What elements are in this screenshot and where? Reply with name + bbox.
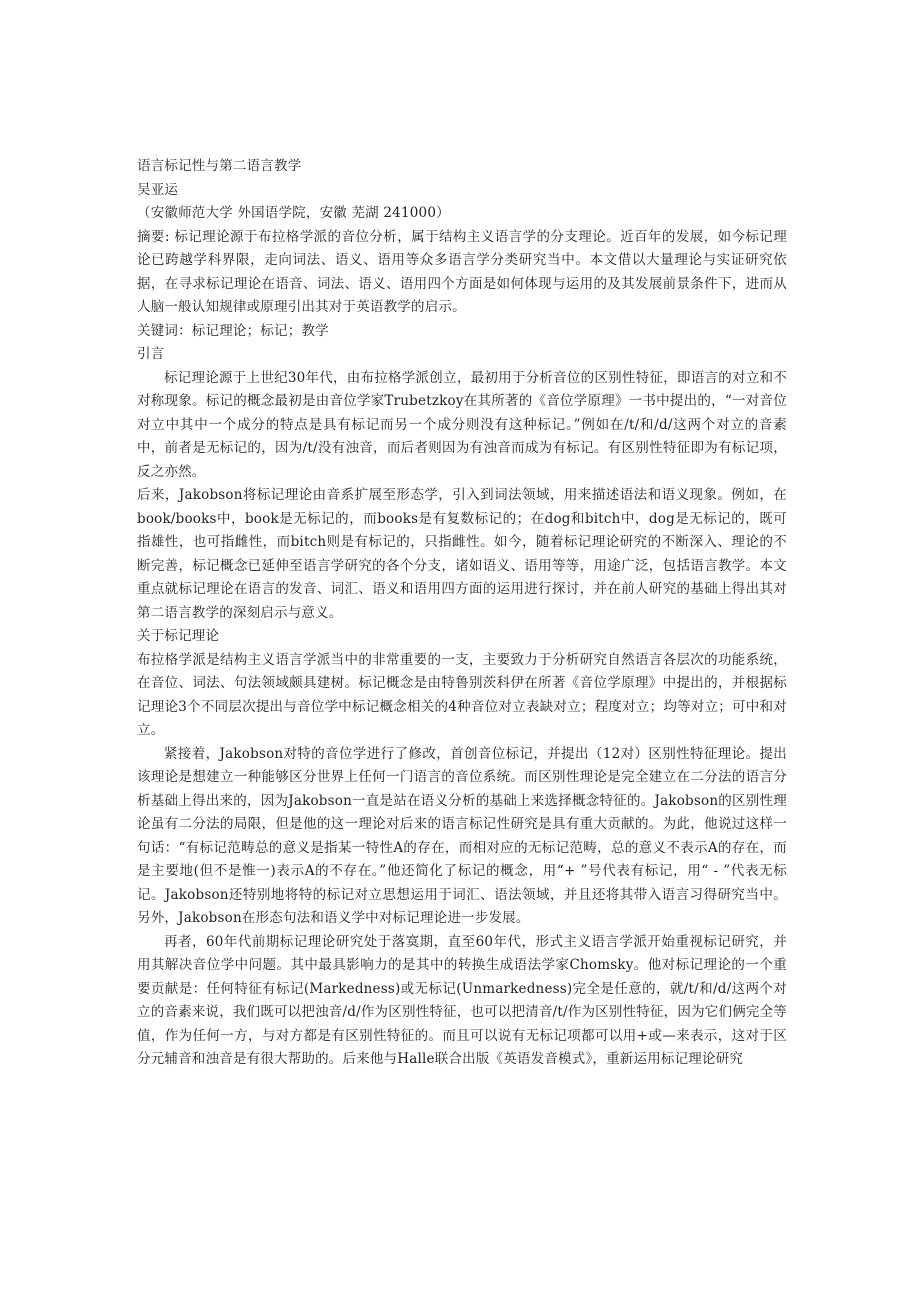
paragraph-intro-2: 后来，Jakobson将标记理论由音系扩展至形态学，引入到词法领域，用来描述语法和语义现象。例如，在book/books中，book是无标记的，而books是有复数标记的；在dog和bitch中，dog是无标记的，既可指雄性，也可指雌性，而bitch则是有标记的，只指雌性。如今，随着标记理论研究的不断深入、理论的不断完善，标记概念已延伸至语言学研究的各个分支，诸如语义、语用等等，用途广泛，包括语言教学。本文重点就标记理论在语言的发音、词汇、语义和语用四方面的运用进行探讨，并在前人研究的基础上得出其对第二语言教学的深刻启示与意义。 xyxy=(137,487,787,621)
paragraph-about-1: 布拉格学派是结构主义语言学派当中的非常重要的一支，主要致力于分析研究自然语言各层次的功能系统，在音位、词法、句法领域颇具建树。标记概念是由特鲁别茨科伊在所著《音位学原理》中提出的，并根据标记理论3个不同层次提出与音位学中标记概念相关的4种音位对立表缺对立；程度对立；均等对立；可中和对立。 xyxy=(137,651,787,738)
author-affiliation: （安徽师范大学 外国语学院，安徽 芜湖 241000） xyxy=(137,205,450,221)
document-title: 语言标记性与第二语言教学 xyxy=(137,158,302,174)
abstract: 摘要: 标记理论源于布拉格学派的音位分析，属于结构主义语言学的分支理论。近百年的发展，如今标记理论已跨越学科界限，走向词法、语义、语用等众多语言学分类研究当中。本文借以大量理论与实证研究依据，在寻求标记理论在语音、词法、语义、语用四个方面是如何体现与运用的及其发展前景条件下，进而从人脑一般认知规律或原理引出其对于英语教学的启示。 xyxy=(137,228,787,315)
section-heading-about: 关于标记理论 xyxy=(137,628,220,644)
paragraph-intro-1: 标记理论源于上世纪30年代，由布拉格学派创立，最初用于分析音位的区别性特征，即语言的对立和不对称现象。标记的概念最初是由音位学家Trubetzkoy在其所著的《音位学原理》一书中提出的，“一对音位对立中其中一个成分的特点是具有标记而另一个成分则没有这种标记。”例如在/t/和/d/这两个对立的音素中，前者是无标记的，因为/t/没有浊音，而后者则因为有浊音而成为有标记。有区别性特征即为有标记项，反之亦然。 xyxy=(137,369,787,480)
paragraph-about-3: 再者，60年代前期标记理论研究处于落寞期，直至60年代，形式主义语言学派开始重视标记研究，并用其解决音位学中问题。其中最具影响力的是其中的转换生成语法学家Chomsky。他对标记理论的一个重要贡献是：任何特征有标记(Markedness)或无标记(Unmarkedness)完全是任意的，就/t/和/d/这两个对立的音素来说，我们既可以把浊音/d/作为区别性特征，也可以把清音/t/作为区别性特征，因为它们俩完全等值，作为任何一方，与对方都是有区别性特征的。而且可以说有无标记项都可以用+或—来表示，这对于区分元辅音和浊音是有很大帮助的。后来他与Halle联合出版《英语发音模式》，重新运用标记理论研究 xyxy=(137,933,787,1067)
document-body xyxy=(137,155,787,1072)
section-heading-intro: 引言 xyxy=(137,346,165,362)
keywords: 关键词：标记理论；标记；教学 xyxy=(137,322,329,339)
paragraph-about-2: 紧接着，Jakobson对特的音位学进行了修改，首创音位标记，并提出（12对）区别性特征理论。提出该理论是想建立一种能够区分世界上任何一门语言的音位系统。而区别性理论是完全建立在二分法的语言分析基础上得出来的，因为Jakobson一直是站在语义分析的基础上来选择概念特征的。Jakobson的区别性理论虽有二分法的局限，但是他的这一理论对后来的语言标记性研究是具有重大贡献的。为此，他说过这样一句话：“有标记范畴总的意义是指某一特性A的存在，而相对应的无标记范畴，总的意义不表示A的存在，而是主要地(但不是惟一)表示A的不存在。”他还简化了标记的概念，用“+ ”号代表有标记，用“ - ”代表无标记。Jakobson还特别地将特的标记对立思想运用于词汇、语法领域，并且还将其带入语言习得研究当中。另外，Jakobson在形态句法和语义学中对标记理论进一步发展。 xyxy=(137,745,787,926)
author-name: 吴亚运 xyxy=(137,181,179,198)
